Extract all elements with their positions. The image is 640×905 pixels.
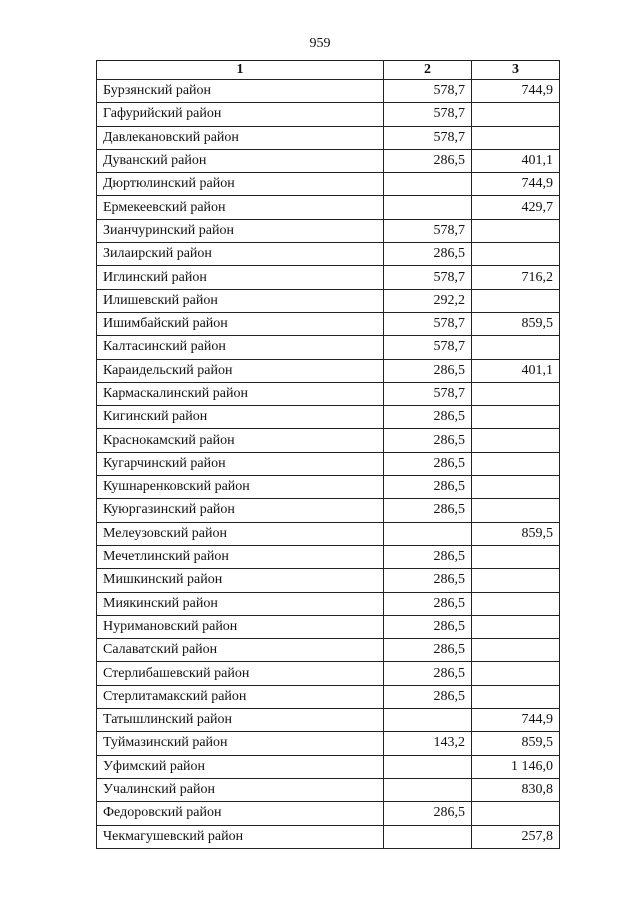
table-row	[97, 266, 560, 289]
column-3-value-cell	[472, 243, 560, 266]
column-3-value-cell: 859,5	[472, 732, 560, 755]
table-row	[97, 545, 560, 568]
table-row	[97, 219, 560, 242]
column-2-value-cell: 578,7	[384, 312, 472, 335]
column-2-value-cell: 286,5	[384, 452, 472, 475]
column-3-value-cell: 401,1	[472, 359, 560, 382]
district-name-cell: Салаватский район	[97, 639, 384, 662]
column-2-value-cell: 578,7	[384, 266, 472, 289]
table-row	[97, 825, 560, 848]
column-2-value-cell	[384, 778, 472, 801]
table-row	[97, 103, 560, 126]
column-2-value-cell: 578,7	[384, 126, 472, 149]
table-row	[97, 755, 560, 778]
district-name-cell: Мелеузовский район	[97, 522, 384, 545]
district-name-cell: Иглинский район	[97, 266, 384, 289]
district-table	[96, 60, 560, 849]
column-3-value-cell	[472, 103, 560, 126]
column-3-value-cell: 716,2	[472, 266, 560, 289]
column-header-1: 1	[97, 61, 384, 80]
district-name-cell: Караидельский район	[97, 359, 384, 382]
column-2-value-cell: 286,5	[384, 149, 472, 172]
table-row	[97, 639, 560, 662]
column-2-value-cell: 286,5	[384, 243, 472, 266]
column-2-value-cell	[384, 755, 472, 778]
table-row	[97, 709, 560, 732]
table-row	[97, 662, 560, 685]
column-2-value-cell: 578,7	[384, 219, 472, 242]
column-3-value-cell: 257,8	[472, 825, 560, 848]
header-row	[97, 61, 560, 80]
district-name-cell: Уфимский район	[97, 755, 384, 778]
table-body	[97, 80, 560, 849]
column-2-value-cell: 286,5	[384, 615, 472, 638]
table-row	[97, 80, 560, 103]
column-2-value-cell	[384, 709, 472, 732]
table-row	[97, 778, 560, 801]
table-row	[97, 476, 560, 499]
column-2-value-cell: 286,5	[384, 476, 472, 499]
district-name-cell: Федоровский район	[97, 802, 384, 825]
district-name-cell: Калтасинский район	[97, 336, 384, 359]
column-3-value-cell	[472, 406, 560, 429]
column-3-value-cell: 429,7	[472, 196, 560, 219]
column-2-value-cell	[384, 173, 472, 196]
district-name-cell: Туймазинский район	[97, 732, 384, 755]
column-3-value-cell: 1 146,0	[472, 755, 560, 778]
page-number: 959	[309, 36, 331, 51]
column-3-value-cell	[472, 662, 560, 685]
table-row	[97, 173, 560, 196]
table-row	[97, 406, 560, 429]
district-name-cell: Бурзянский район	[97, 80, 384, 103]
column-2-value-cell: 578,7	[384, 382, 472, 405]
column-3-value-cell: 744,9	[472, 709, 560, 732]
column-3-value-cell: 744,9	[472, 173, 560, 196]
table-row	[97, 149, 560, 172]
district-name-cell: Чекмагушевский район	[97, 825, 384, 848]
column-3-value-cell: 830,8	[472, 778, 560, 801]
table-row	[97, 685, 560, 708]
district-name-cell: Учалинский район	[97, 778, 384, 801]
district-name-cell: Ермекеевский район	[97, 196, 384, 219]
district-name-cell: Кармаскалинский район	[97, 382, 384, 405]
column-3-value-cell: 859,5	[472, 522, 560, 545]
district-name-cell: Нуримановский район	[97, 615, 384, 638]
district-name-cell: Куюргазинский район	[97, 499, 384, 522]
district-name-cell: Мечетлинский район	[97, 545, 384, 568]
column-2-value-cell: 286,5	[384, 592, 472, 615]
district-name-cell: Мишкинский район	[97, 569, 384, 592]
district-name-cell: Кигинский район	[97, 406, 384, 429]
column-3-value-cell	[472, 592, 560, 615]
table-header	[97, 61, 560, 80]
district-name-cell: Татышлинский район	[97, 709, 384, 732]
table-row	[97, 243, 560, 266]
district-table-container	[96, 60, 559, 849]
district-name-cell: Дуванский район	[97, 149, 384, 172]
table-row	[97, 359, 560, 382]
district-name-cell: Кугарчинский район	[97, 452, 384, 475]
column-3-value-cell	[472, 499, 560, 522]
column-2-value-cell: 578,7	[384, 80, 472, 103]
column-3-value-cell: 401,1	[472, 149, 560, 172]
district-name-cell: Миякинский район	[97, 592, 384, 615]
district-name-cell: Зилаирский район	[97, 243, 384, 266]
column-3-value-cell	[472, 289, 560, 312]
table-row	[97, 499, 560, 522]
column-3-value-cell	[472, 219, 560, 242]
column-3-value-cell	[472, 429, 560, 452]
table-row	[97, 429, 560, 452]
column-3-value-cell	[472, 382, 560, 405]
column-2-value-cell: 578,7	[384, 336, 472, 359]
column-3-value-cell	[472, 639, 560, 662]
table-row	[97, 802, 560, 825]
table-row	[97, 382, 560, 405]
column-3-value-cell: 859,5	[472, 312, 560, 335]
column-2-value-cell: 286,5	[384, 569, 472, 592]
column-header-3: 3	[472, 61, 560, 80]
column-3-value-cell: 744,9	[472, 80, 560, 103]
column-3-value-cell	[472, 452, 560, 475]
column-2-value-cell: 286,5	[384, 499, 472, 522]
column-2-value-cell	[384, 196, 472, 219]
table-row	[97, 289, 560, 312]
table-row	[97, 196, 560, 219]
table-row	[97, 732, 560, 755]
column-3-value-cell	[472, 545, 560, 568]
district-name-cell: Давлекановский район	[97, 126, 384, 149]
district-name-cell: Гафурийский район	[97, 103, 384, 126]
district-name-cell: Илишевский район	[97, 289, 384, 312]
column-2-value-cell: 286,5	[384, 429, 472, 452]
column-2-value-cell: 286,5	[384, 406, 472, 429]
column-2-value-cell: 143,2	[384, 732, 472, 755]
column-2-value-cell	[384, 522, 472, 545]
district-name-cell: Дюртюлинский район	[97, 173, 384, 196]
district-name-cell: Зианчуринский район	[97, 219, 384, 242]
table-row	[97, 615, 560, 638]
column-header-2: 2	[384, 61, 472, 80]
column-2-value-cell: 286,5	[384, 639, 472, 662]
column-2-value-cell: 286,5	[384, 802, 472, 825]
table-row	[97, 312, 560, 335]
column-2-value-cell: 286,5	[384, 662, 472, 685]
table-row	[97, 569, 560, 592]
column-2-value-cell: 286,5	[384, 685, 472, 708]
table-row	[97, 592, 560, 615]
column-2-value-cell: 292,2	[384, 289, 472, 312]
table-row	[97, 452, 560, 475]
column-2-value-cell: 286,5	[384, 359, 472, 382]
column-3-value-cell	[472, 802, 560, 825]
column-2-value-cell: 286,5	[384, 545, 472, 568]
district-name-cell: Краснокамский район	[97, 429, 384, 452]
column-2-value-cell: 578,7	[384, 103, 472, 126]
table-row	[97, 336, 560, 359]
column-3-value-cell	[472, 476, 560, 499]
column-2-value-cell	[384, 825, 472, 848]
column-3-value-cell	[472, 569, 560, 592]
district-name-cell: Ишимбайский район	[97, 312, 384, 335]
table-row	[97, 126, 560, 149]
column-3-value-cell	[472, 126, 560, 149]
column-3-value-cell	[472, 685, 560, 708]
district-name-cell: Кушнаренковский район	[97, 476, 384, 499]
district-name-cell: Стерлибашевский район	[97, 662, 384, 685]
column-3-value-cell	[472, 336, 560, 359]
table-row	[97, 522, 560, 545]
district-name-cell: Стерлитамакский район	[97, 685, 384, 708]
column-3-value-cell	[472, 615, 560, 638]
